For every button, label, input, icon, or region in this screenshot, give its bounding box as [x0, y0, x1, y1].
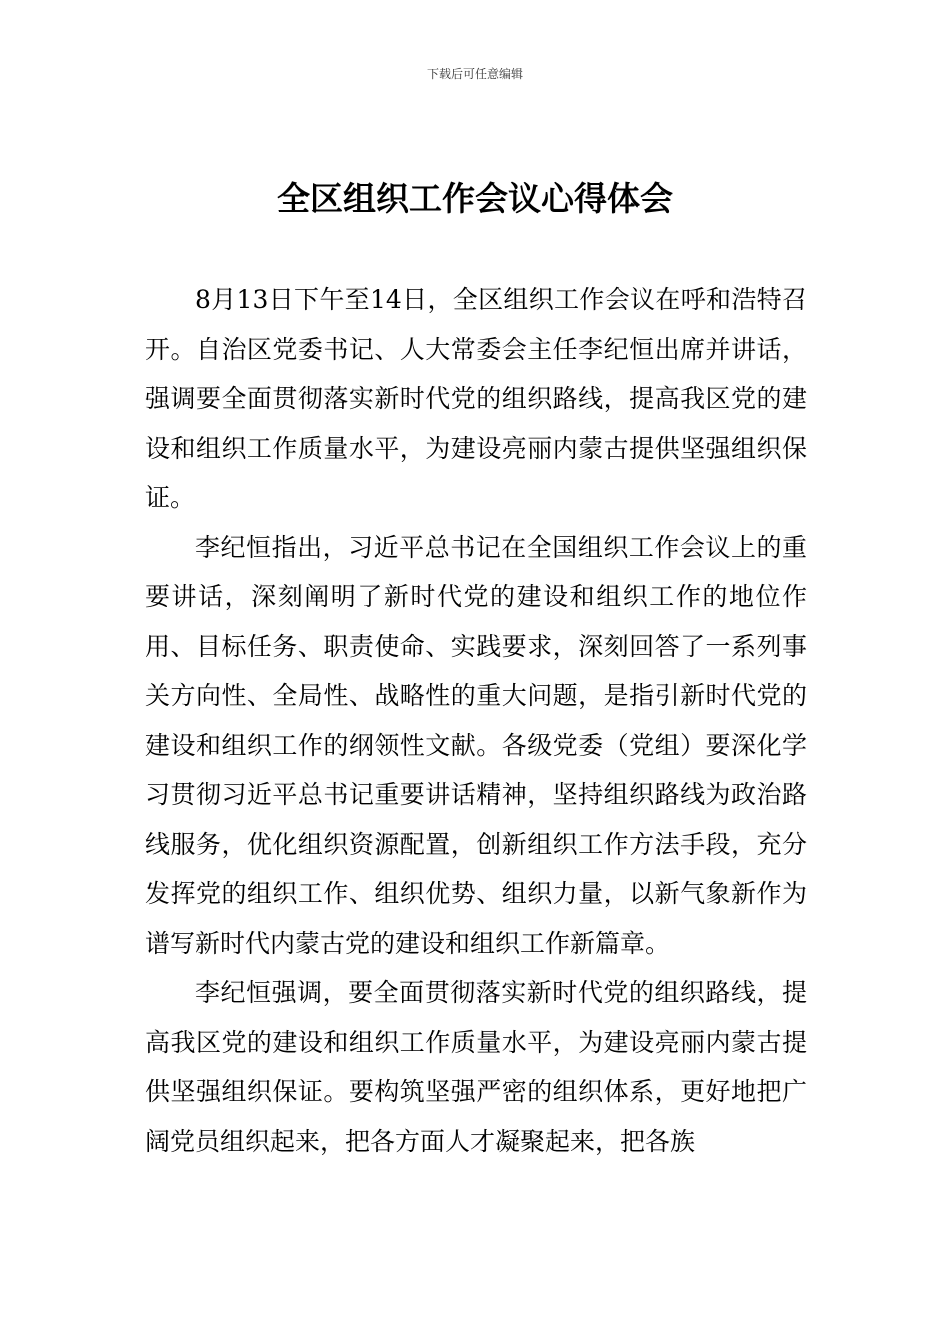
- paragraph-2: 李纪恒指出，习近平总书记在全国组织工作会议上的重要讲话，深刻阐明了新时代党的建设和组织工作的地位作用、目标任务、职责使命、实践要求，深刻回答了一系列事关方向性、全局性、战略性的重大问题，是指引新时代党的建设和组织工作的纲领性文献。各级党委（党组）要深化学习贯彻习近平总书记重要讲话精神，坚持组织路线为政治路线服务，优化组织资源配置，创新组织工作方法手段，充分发挥党的组织工作、组织优势、组织力量，以新气象新作为谱写新时代内蒙古党的建设和组织工作新篇章。: [145, 532, 807, 958]
- document-title: 全区组织工作会议心得体会: [277, 179, 673, 218]
- paragraph-1: 8月13日下午至14日，全区组织工作会议在呼和浩特召开。自治区党委书记、人大常委会主任李纪恒出席并讲话，强调要全面贯彻落实新时代党的组织路线，提高我区党的建设和组织工作质量水平，为建设亮丽内蒙古提供坚强组织保证。: [145, 285, 807, 512]
- paragraph-3: 李纪恒强调，要全面贯彻落实新时代党的组织路线，提高我区党的建设和组织工作质量水平，为建设亮丽内蒙古提供坚强组织保证。要构筑坚强严密的组织体系，更好地把广阔党员组织起来，把各方面人才凝聚起来，把各族: [145, 978, 807, 1156]
- header-note: 下载后可任意编辑: [426, 67, 523, 81]
- document-body: [145, 275, 807, 1166]
